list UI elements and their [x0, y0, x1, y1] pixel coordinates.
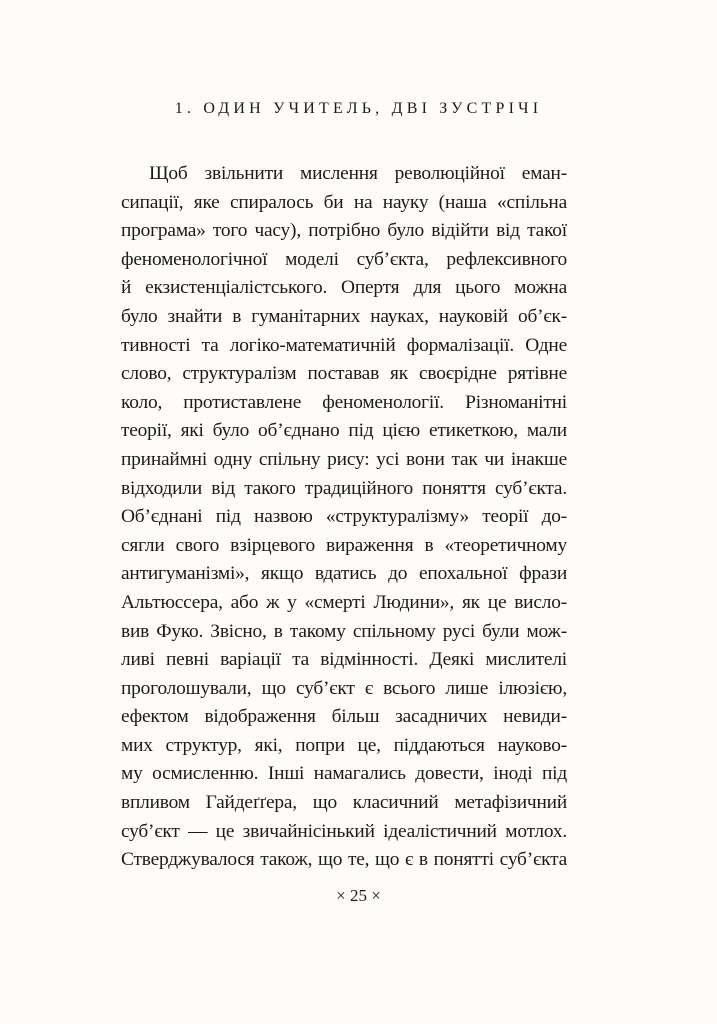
- text-line: й екзистенціалістського. Опертя для цього можна: [121, 277, 567, 299]
- text-line: ливі певні варіації та відмінності. Деякі мислителі: [121, 649, 567, 671]
- text-line: принаймні одну спільну рису: усі вони так чи інакше: [121, 448, 567, 470]
- body-text: [121, 160, 567, 875]
- text-line: феноменологічної моделі суб’єкта, рефлексивного: [121, 248, 567, 270]
- text-line: суб’єкт — це звичайнісінький ідеалістичний мотлох.: [121, 820, 567, 842]
- text-line: мих структур, які, попри це, піддаються науково-: [121, 734, 567, 756]
- text-line: ефектом відображення більш засадничих невиди-: [121, 706, 567, 728]
- text-line: коло, протиставлене феноменології. Різноманітні: [121, 391, 567, 413]
- text-line: впливом Гайдеґґера, що класичний метафізичний: [121, 792, 567, 814]
- page-number: × 25 ×: [336, 886, 381, 905]
- text-line: програма» того часу), потрібно було відійти від такої: [121, 220, 567, 242]
- text-line: му осмисленню. Інші намагались довести, іноді під: [121, 763, 567, 785]
- text-line: тивності та логіко-математичній формалізації. Одне: [121, 334, 567, 356]
- running-head: 1. ОДИН УЧИТЕЛЬ, ДВІ ЗУСТРІЧІ: [174, 100, 543, 117]
- text-line: Об’єднані під назвою «структуралізму» теорії до-: [121, 506, 567, 528]
- text-line: теорії, які було об’єднано під цією етикеткою, мали: [121, 420, 567, 442]
- text-line: проголошували, що суб’єкт є всього лише ілюзією,: [121, 677, 567, 699]
- text-line: Щоб звільнити мислення революційної еман-: [149, 163, 567, 184]
- text-line: антигуманізмі», якщо вдатись до епохальної фрази: [121, 563, 567, 585]
- text-line: сягли свого взірцевого вираження в «теоретичному: [121, 534, 567, 556]
- text-line: вив Фуко. Звісно, в такому спільному русі були мож-: [121, 620, 567, 642]
- text-line: відходили від такого традиційного поняття суб’єкта.: [121, 477, 567, 499]
- text-line: Стверджувалося також, що те, що є в понятті суб’єкта: [121, 849, 567, 871]
- text-line: Альтюссера, або ж у «смерті Людини», як це вислo-: [121, 591, 567, 613]
- text-line: було знайти в гуманітарних науках, науковій об’єк-: [121, 305, 567, 327]
- text-line: сипації, яке спиралось би на науку (наша «спільна: [121, 191, 567, 213]
- text-line: слово, структуралізм поставав як своєрідне рятівне: [121, 363, 567, 385]
